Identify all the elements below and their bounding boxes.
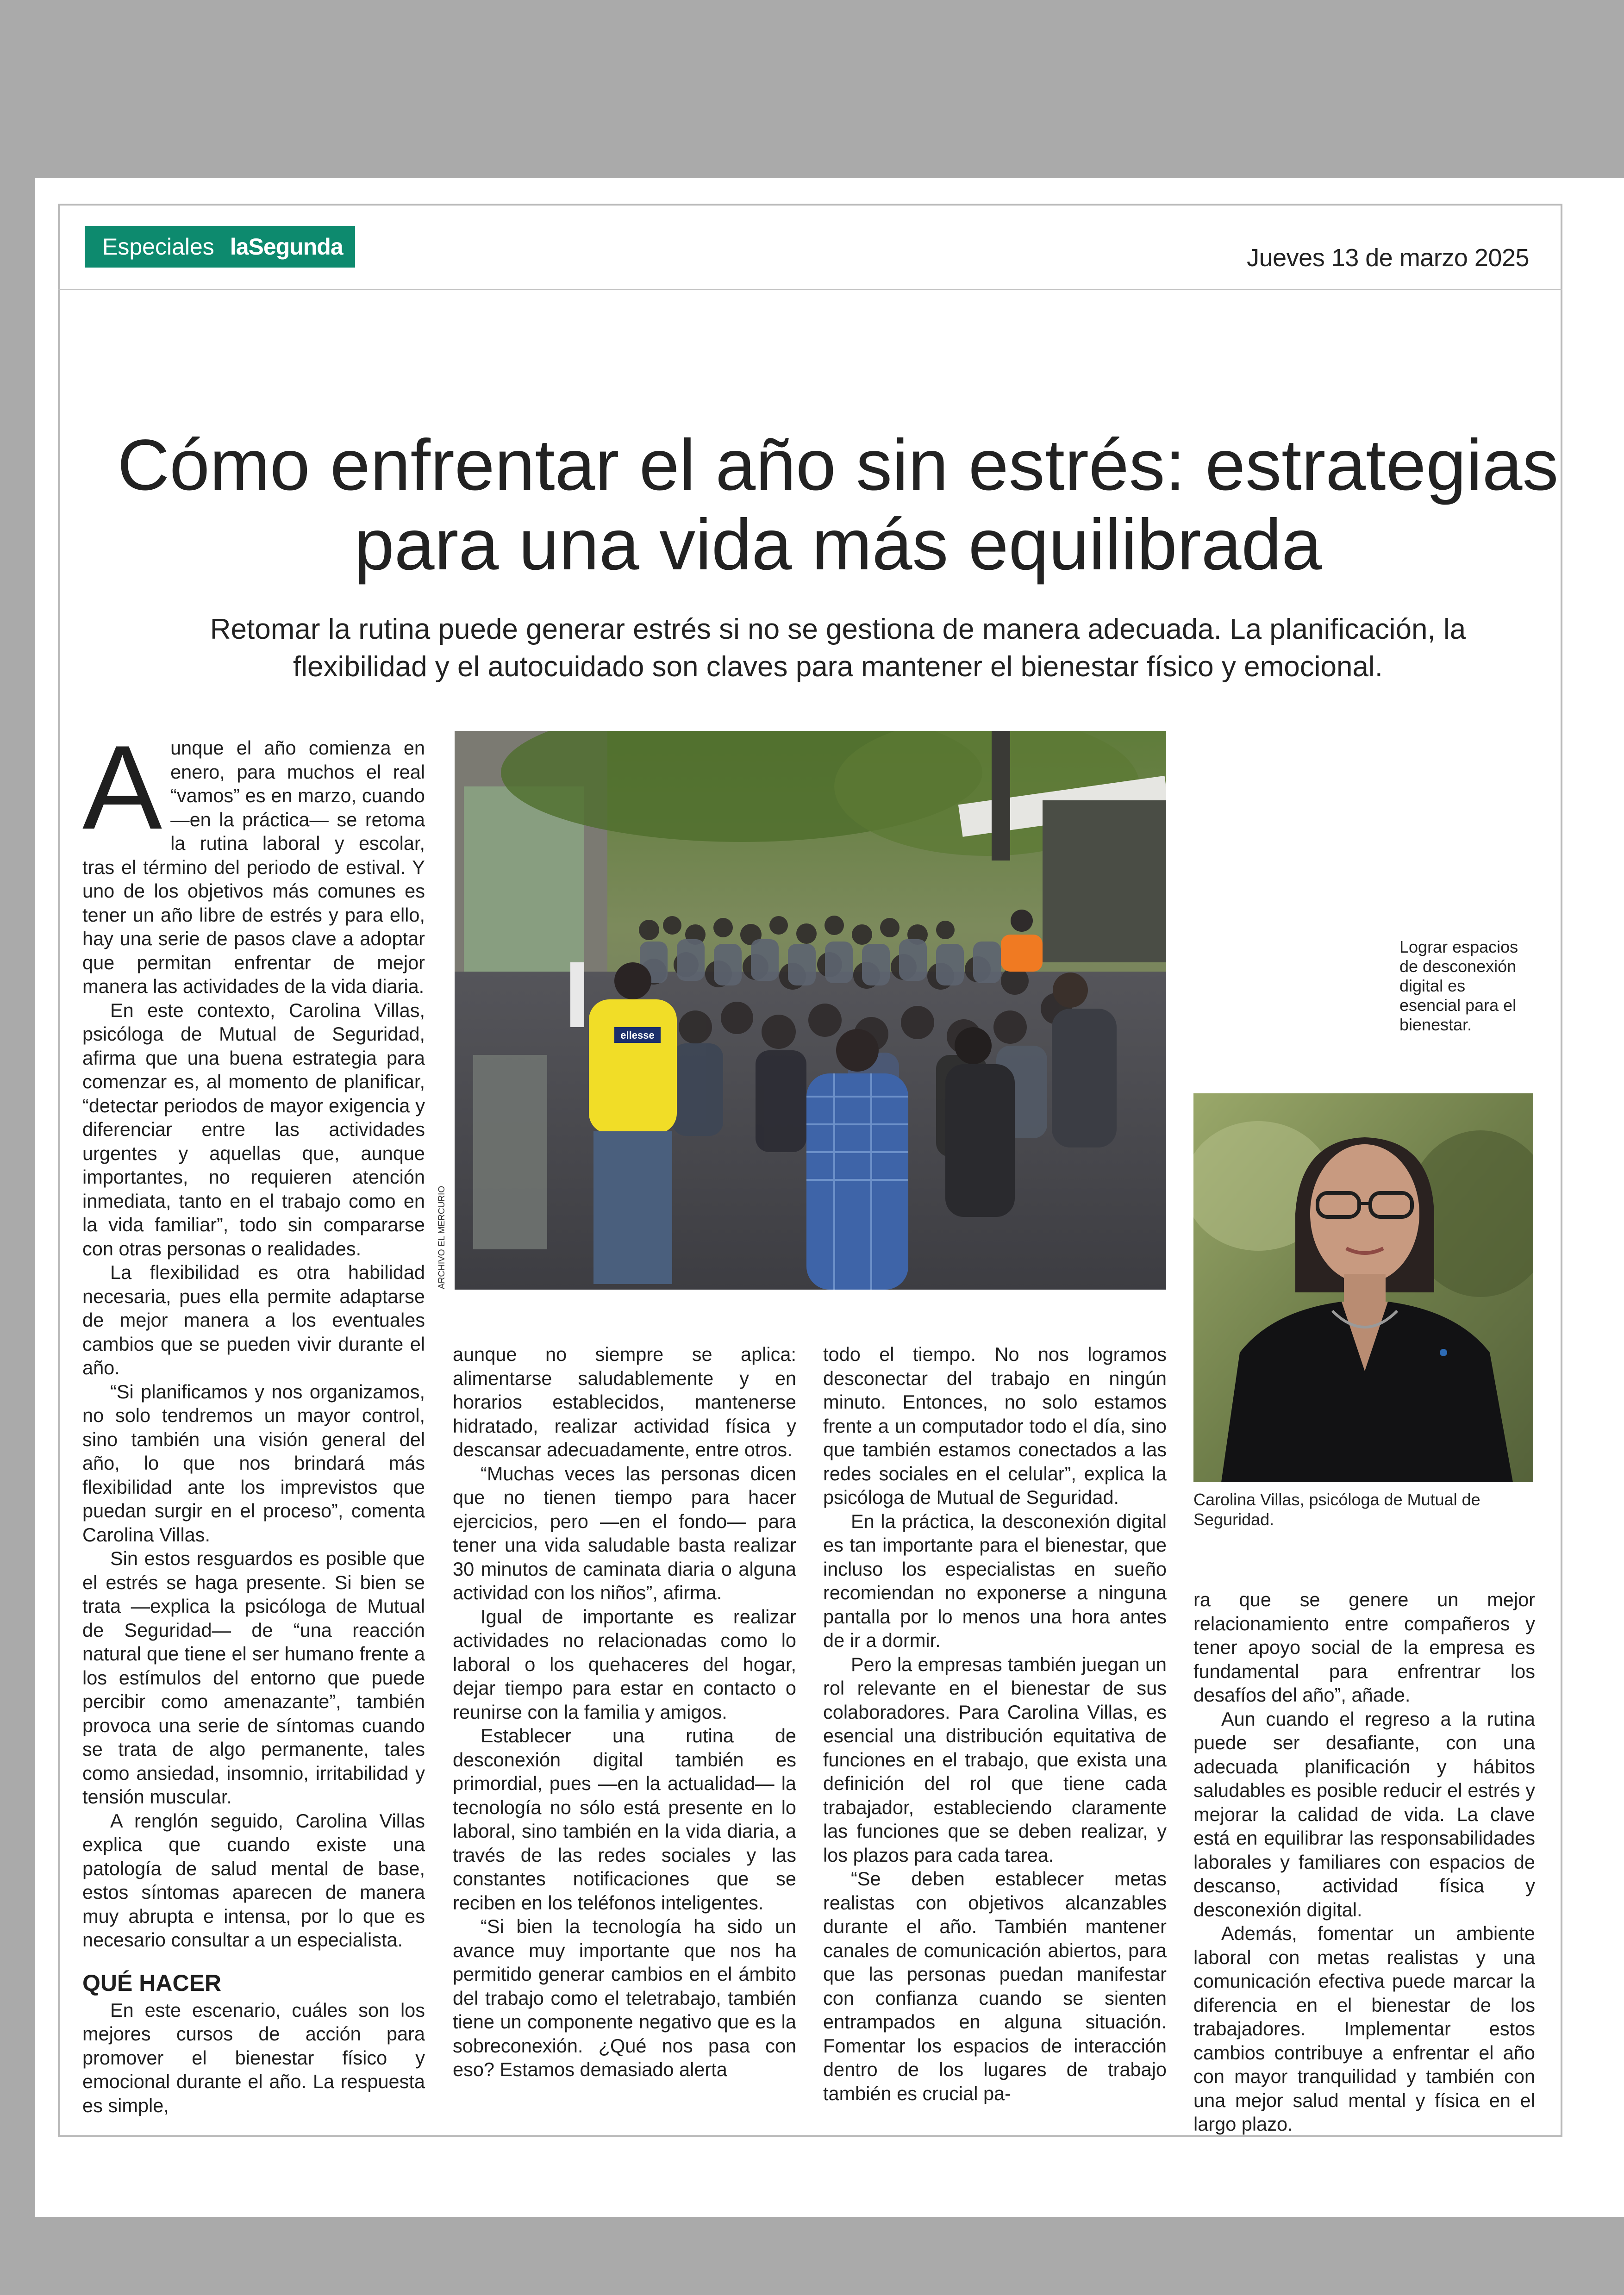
paragraph: En este contexto, Carolina Villas, psicóloga de Mutual de Seguridad, afirma que una buena estrategia para comenzar es, al momento de planificar, “detectar periodos de mayor exigencia y diferenciar entre las actividades urgentes y aquellas que, aunque importantes, no requieren atención inmediata, tanto en el trabajo como en la vida familiar”, todo sin compararse con otras personas o realidades. — [82, 999, 425, 1260]
paragraph: A renglón seguido, Carolina Villas explica que cuando existe una patología de salud mental de base, estos síntomas aparecen de manera muy abrupta e intensa, por lo que es necesario consultar a un especialista. — [82, 1809, 425, 1951]
section-badge — [85, 226, 355, 268]
standfirst-line-2: flexibilidad y el autocuidado son claves para mantener el bienestar físico y emocional. — [293, 650, 1383, 683]
paragraph: “Si planificamos y nos organizamos, no solo tendremos un mayor control, sino también una visión general del año, lo que nos brindará más flexibilidad ante los imprevistos que puedan surgir en el proceso”, comenta Carolina Villas. — [82, 1380, 425, 1546]
article-column-3 — [823, 1342, 1167, 2105]
drop-cap: A — [82, 720, 162, 854]
article-column-1 — [82, 720, 425, 2117]
paragraph: Igual de importante es realizar actividades no relacionadas como lo laboral o los quehaceres del hogar, dejar tiempo para estar en contacto o reunirse con la familia y amigos. — [453, 1605, 796, 1723]
paragraph: Pero la empresas también juegan un rol relevante en el bienestar de sus colaboradores. Para Carolina Villas, es esencial una distribución equitativa de funciones en el trabajo, que exista una definición del rol que tiene cada trabajador, estableciendo claramente las funciones que se deben realizar, y los plazos para cada tarea. — [823, 1653, 1167, 1866]
paragraph: “Muchas veces las personas dicen que no tienen tiempo para hacer ejercicios, pero —en el fondo— para tener una vida saludable basta realizar 30 minutos de caminata diaria o alguna actividad con los niños”, afirma. — [453, 1462, 796, 1603]
header-divider — [58, 289, 1562, 290]
headline-line-2: para una vida más equilibrada — [354, 504, 1322, 585]
article-column-2 — [453, 1342, 796, 2082]
crowd-photo — [455, 731, 1166, 1290]
crowd-photo-caption: Lograr espacios de desconexión digital es esencial para el bienestar. — [1399, 937, 1518, 1034]
paragraph: aunque no siempre se aplica: alimentarse saludablemente y en horarios establecidos, mantenerse hidratado, realizar actividad física y descansar adecuadamente, entre otros. — [453, 1343, 796, 1460]
section-label: Especiales — [102, 234, 214, 260]
paragraph: Además, fomentar un ambiente laboral con metas realistas y una comunicación efectiva puede marcar la diferencia en el bienestar de los trabajadores. Implementar estos cambios contribuye a enfrentar el año con mayor tranquilidad y también con una mejor salud mental y física en el largo plazo. — [1193, 1922, 1535, 2135]
standfirst-line-1: Retomar la rutina puede generar estrés si no se gestiona de manera adecuada. La planificación, la — [210, 613, 1466, 645]
paragraph: “Si bien la tecnología ha sido un avance muy importante que nos ha permitido generar cambios en el ámbito del trabajo como el teletrabajo, también tiene un componente negativo que es la sobreconexión. ¿Qué nos pasa con eso? Estamos demasiado alerta — [453, 1915, 796, 2080]
paragraph: ra que se genere un mejor relacionamiento entre compañeros y tener apoyo social de la empresa es fundamental para enfrentrar los desafíos del año”, añade. — [1193, 1589, 1535, 1706]
subheading: QUÉ HACER — [82, 1970, 222, 1996]
paragraph: Establecer una rutina de desconexión digital también es primordial, pues —en la actualidad— la tecnología no sólo está presente en lo laboral, sino también en la vida diaria, a través de las redes sociales y las constantes notificaciones que se reciben en los teléfonos inteligentes. — [453, 1725, 796, 1914]
shirt-logo-text: ellesse — [620, 1029, 655, 1041]
newspaper-logo: laSegunda — [230, 234, 343, 260]
paragraph: En la práctica, la desconexión digital es tan importante para el bienestar, que incluso los especialistas en sueño recomiendan no exponerse a ninguna pantalla por lo menos una hora antes de ir a dormir. — [823, 1510, 1167, 1651]
paragraph: Sin estos resguardos es posible que el estrés se haga presente. Si bien se trata —explica la psicóloga de Mutual de Seguridad— de “una reacción natural que tiene el ser humano frente a los estímulos del entorno que puede percibir como amenazante”, también provoca una serie de síntomas cuando se trata de algo permanente, tales como ansiedad, insomnio, irritabilidad y tensión muscular. — [82, 1547, 425, 1808]
publication-date: Jueves 13 de marzo 2025 — [1247, 244, 1529, 272]
portrait-caption: Carolina Villas, psicóloga de Mutual de Seguridad. — [1193, 1490, 1480, 1529]
paragraph: En este escenario, cuáles son los mejores cursos de acción para promover el bienestar físico y emocional durante el año. La respuesta es simple, — [82, 1999, 425, 2116]
portrait-photo — [1193, 1093, 1533, 1482]
paragraph: Aunque el año comienza en enero, para muchos el real “vamos” es en marzo, cuando —en la práctica— se retoma la rutina laboral y escolar, tras el término del periodo de estival. Y uno de los objetivos más comunes es tener un año libre de estrés y para ello, hay una serie de pasos clave a adoptar que permitan enfrentar de mejor manera las actividades de la vida diaria. — [82, 720, 425, 997]
photo-credit: ARCHIVO EL MERCURIO — [437, 1185, 447, 1289]
paragraph: La flexibilidad es otra habilidad necesaria, pues ella permite adaptarse de mejor manera a los eventuales cambios que se pueden vivir durante el año. — [82, 1261, 425, 1378]
headline-line-1: Cómo enfrentar el año sin estrés: estrategias — [117, 425, 1559, 505]
headline — [74, 426, 1602, 585]
paragraph: Aun cuando el regreso a la rutina puede ser desafiante, con una adecuada planificación y hábitos saludables es posible reducir el estrés y mejorar la calidad de vida. La clave está en equilibrar las responsabilidades laborales y familiares con espacios de descanso, actividad física y desconexión digital. — [1193, 1708, 1535, 1921]
article-column-4 — [1193, 1588, 1535, 2136]
standfirst — [74, 611, 1602, 686]
paragraph: “Se deben establecer metas realistas con objetivos alcanzables durante el año. También mantener canales de comunicación abiertos, para que las personas puedan manifestar con confianza cuando se sienten entrampados en alguna situación. Fomentar los espacios de interacción dentro de los lugares de trabajo también es crucial pa- — [823, 1868, 1167, 2104]
paragraph: todo el tiempo. No nos logramos desconectar del trabajo en ningún minuto. Entonces, no solo estamos frente a un computador todo el día, sino que también estamos conectados a las redes sociales en el celular”, explica la psicóloga de Mutual de Seguridad. — [823, 1343, 1167, 1508]
